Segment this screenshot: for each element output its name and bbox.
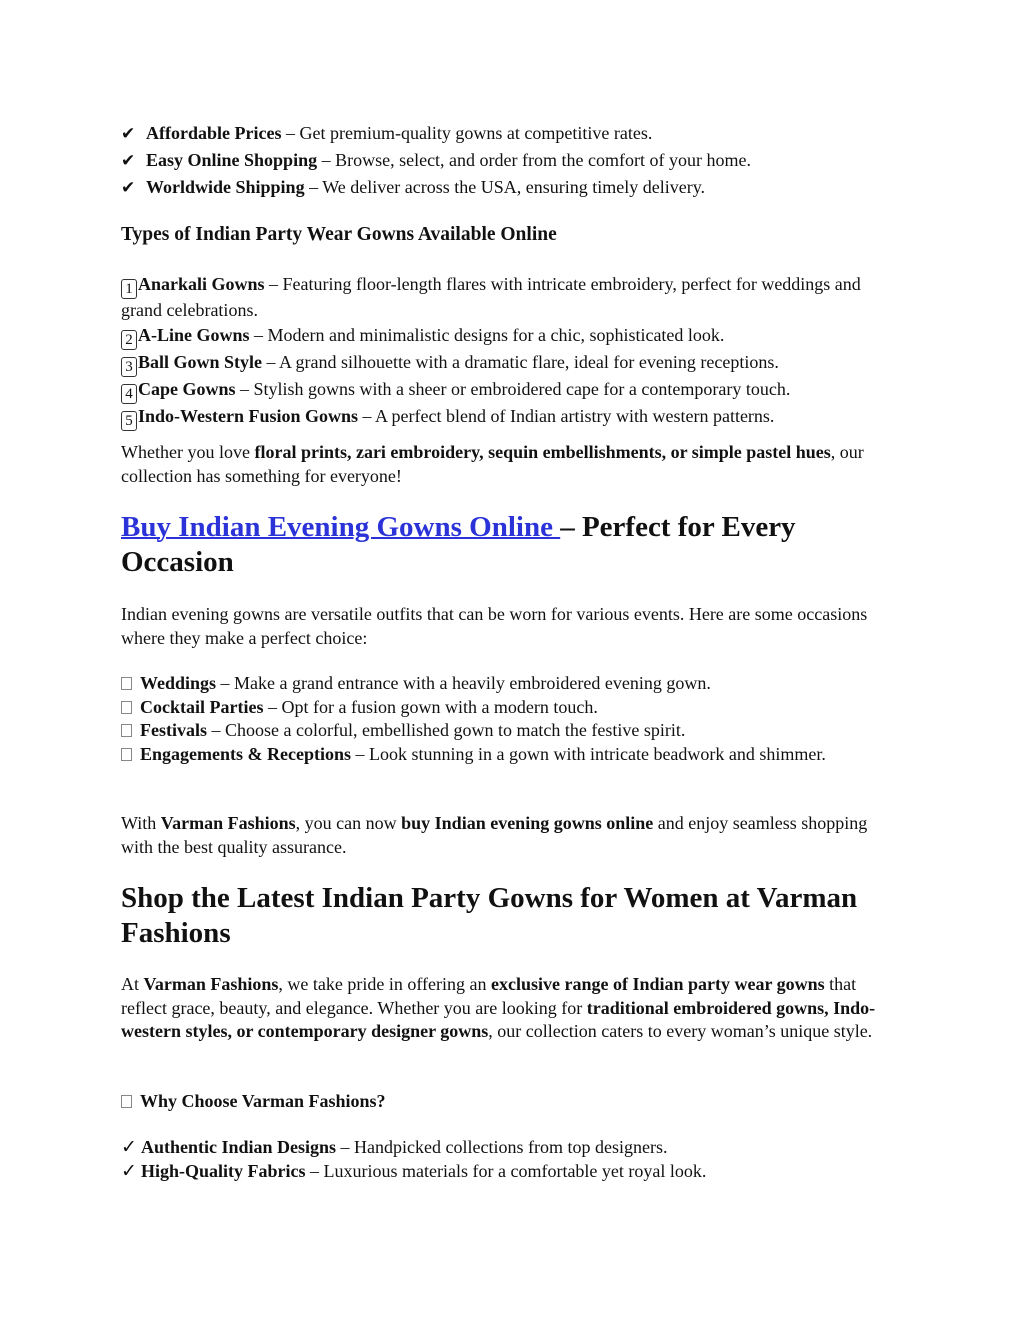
occasion-item: Festivals – Choose a colorful, embellished gown to match the festive spirit. <box>121 719 901 743</box>
evening-gowns-link[interactable]: Buy Indian Evening Gowns Online <box>121 511 561 543</box>
type-item: 2 A-Line Gowns – Modern and minimalistic designs for a chic, sophisticated look. <box>121 324 901 350</box>
whether-paragraph: Whether you love floral prints, zari embroidery, sequin embellishments, or simple pastel hues, our collection has something for everyone! <box>121 442 864 486</box>
check-icon: ✔ <box>121 124 136 144</box>
why-list <box>121 1136 901 1183</box>
benefit-item: ✔ Affordable Prices – Get premium-quality gowns at competitive rates. <box>121 122 901 147</box>
occasions-list <box>121 672 901 766</box>
check-icon: ✔ <box>121 151 136 171</box>
occasion-item: Cocktail Parties – Opt for a fusion gown with a modern touch. <box>121 696 901 720</box>
bullet-icon <box>121 677 132 690</box>
types-list <box>121 273 901 431</box>
why-item: ✓ High-Quality Fabrics – Luxurious materials for a comfortable yet royal look. <box>121 1159 707 1182</box>
occasion-item: Weddings – Make a grand entrance with a heavily embroidered evening gown. <box>121 672 901 696</box>
number-badge: 3 <box>121 357 137 377</box>
benefits-list <box>121 122 901 201</box>
section-heading-shop: Shop the Latest Indian Party Gowns for Women at Varman Fashions <box>121 882 858 949</box>
number-badge: 1 <box>121 279 137 299</box>
check-mark-icon: ✓ <box>121 1136 137 1158</box>
bullet-icon <box>121 748 132 761</box>
why-heading: Why Choose Varman Fashions? <box>121 1090 386 1114</box>
benefit-item: ✔ Easy Online Shopping – Browse, select, and order from the comfort of your home. <box>121 149 901 174</box>
type-item: 5 Indo-Western Fusion Gowns – A perfect blend of Indian artistry with western patterns. <box>121 405 901 431</box>
occasion-item: Engagements & Receptions – Look stunning in a gown with intricate beadwork and shimmer. <box>121 743 841 767</box>
number-badge: 5 <box>121 411 137 431</box>
check-icon: ✔ <box>121 178 136 198</box>
type-item: 1 Anarkali Gowns – Featuring floor-length flares with intricate embroidery, perfect for weddings and grand celebrations. <box>121 274 861 320</box>
with-paragraph: With Varman Fashions, you can now buy Indian evening gowns online and enjoy seamless shopping with the best quality assurance. <box>121 813 868 857</box>
section-heading-evening: Buy Indian Evening Gowns Online – Perfect for Every Occasion <box>121 511 796 578</box>
at-paragraph: At Varman Fashions, we take pride in offering an exclusive range of Indian party wear gowns that reflect grace, beauty, and elegance. Whether you are looking for traditional embroidered gowns, Indo-western styles, or contemporary designer gowns, our collection caters to every woman’s unique style. <box>121 974 876 1041</box>
bullet-icon <box>121 724 132 737</box>
check-mark-icon: ✓ <box>121 1159 137 1182</box>
number-badge: 4 <box>121 384 137 404</box>
types-heading: Types of Indian Party Wear Gowns Available Online <box>121 224 557 245</box>
evening-intro: Indian evening gowns are versatile outfits that can be worn for various events. Here are some occasions where they make a perfect choice: <box>121 604 868 648</box>
bullet-icon <box>121 1095 132 1108</box>
type-item: 4 Cape Gowns – Stylish gowns with a sheer or embroidered cape for a contemporary touch. <box>121 378 901 404</box>
benefit-item: ✔ Worldwide Shipping – We deliver across the USA, ensuring timely delivery. <box>121 176 901 201</box>
number-badge: 2 <box>121 330 137 350</box>
type-item: 3 Ball Gown Style – A grand silhouette with a dramatic flare, ideal for evening receptions. <box>121 351 901 377</box>
bullet-icon <box>121 701 132 714</box>
why-item: ✓ Authentic Indian Designs – Handpicked collections from top designers. <box>121 1136 668 1158</box>
